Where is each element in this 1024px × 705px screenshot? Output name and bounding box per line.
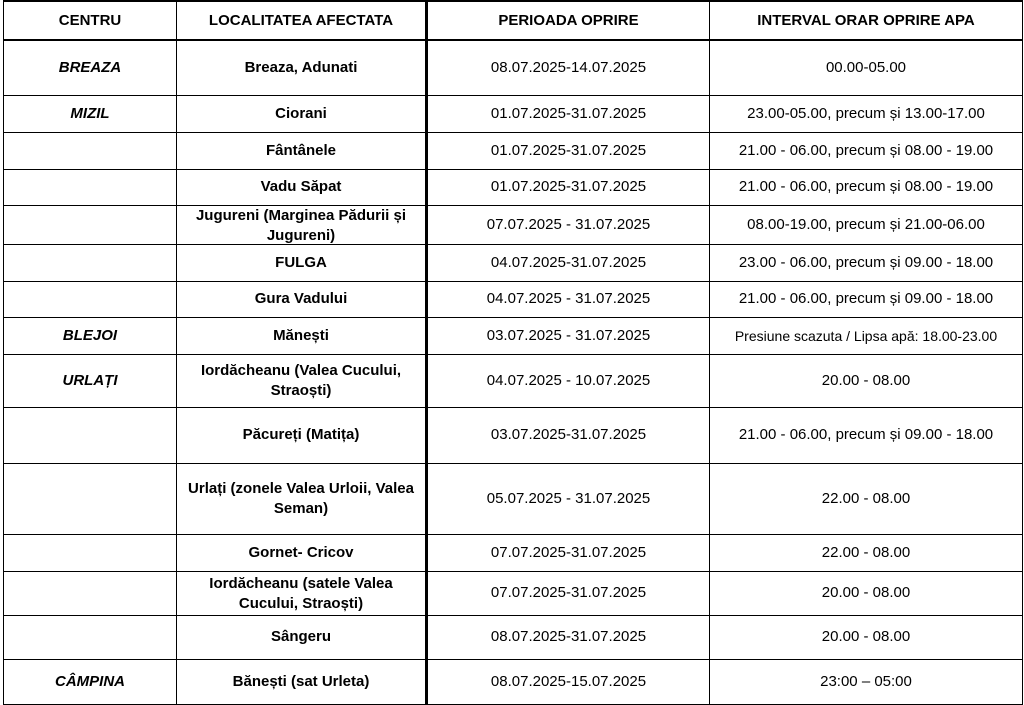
perioada-cell: 08.07.2025-14.07.2025 (427, 40, 710, 95)
perioada-cell: 05.07.2025 - 31.07.2025 (427, 463, 710, 534)
interval-cell: 22.00 - 08.00 (710, 534, 1023, 571)
centru-cell: MIZIL (4, 95, 177, 132)
table-row (4, 40, 1023, 95)
centru-cell (4, 205, 177, 244)
perioada-cell: 04.07.2025 - 31.07.2025 (427, 281, 710, 317)
centru-cell (4, 615, 177, 659)
centru-cell: URLAȚI (4, 354, 177, 407)
centru-cell (4, 534, 177, 571)
header-interval: INTERVAL ORAR OPRIRE APA (710, 1, 1023, 40)
header-row (4, 1, 1023, 40)
localitate-cell (177, 205, 427, 244)
header-centru: CENTRU (4, 1, 177, 40)
interval-cell: 23.00-05.00, precum și 13.00-17.00 (710, 95, 1023, 132)
interval-cell: 21.00 - 06.00, precum și 08.00 - 19.00 (710, 132, 1023, 169)
centru-cell (4, 132, 177, 169)
table-row (4, 244, 1023, 281)
interval-cell: 21.00 - 06.00, precum și 09.00 - 18.00 (710, 407, 1023, 463)
localitate-cell: Ciorani (177, 95, 427, 132)
localitate-cell: Păcureți (Matița) (177, 407, 427, 463)
table-row (4, 317, 1023, 354)
centru-cell (4, 169, 177, 205)
perioada-cell: 08.07.2025-15.07.2025 (427, 659, 710, 704)
interval-cell: Presiune scazuta / Lipsa apă: 18.00-23.00 (710, 317, 1023, 354)
water-outage-table (3, 0, 1023, 705)
table-row (4, 534, 1023, 571)
perioada-cell: 03.07.2025 - 31.07.2025 (427, 317, 710, 354)
localitate-cell: Breaza, Adunati (177, 40, 427, 95)
table-row (4, 354, 1023, 407)
localitate-cell: Mănești (177, 317, 427, 354)
localitate-cell: Bănești (sat Urleta) (177, 659, 427, 704)
centru-cell (4, 244, 177, 281)
centru-cell: BREAZA (4, 40, 177, 95)
interval-cell: 20.00 - 08.00 (710, 615, 1023, 659)
localitate-cell: Fântânele (177, 132, 427, 169)
perioada-cell: 07.07.2025-31.07.2025 (427, 534, 710, 571)
interval-cell: 00.00-05.00 (710, 40, 1023, 95)
perioada-cell: 08.07.2025-31.07.2025 (427, 615, 710, 659)
perioada-cell: 01.07.2025-31.07.2025 (427, 132, 710, 169)
localitate-cell: Vadu Săpat (177, 169, 427, 205)
interval-cell: 21.00 - 06.00, precum și 09.00 - 18.00 (710, 281, 1023, 317)
localitate-text: Iordăcheanu (satele Valea Cucului, Straoști) (209, 575, 393, 612)
interval-cell: 20.00 - 08.00 (710, 354, 1023, 407)
localitate-cell: Sângeru (177, 615, 427, 659)
table-row (4, 95, 1023, 132)
perioada-cell: 07.07.2025-31.07.2025 (427, 571, 710, 615)
table-row (4, 571, 1023, 615)
perioada-cell: 01.07.2025-31.07.2025 (427, 169, 710, 205)
localitate-cell: Gornet- Cricov (177, 534, 427, 571)
localitate-cell: FULGA (177, 244, 427, 281)
header-localitate: LOCALITATEA AFECTATA (177, 1, 427, 40)
table-row (4, 463, 1023, 534)
interval-cell: 08.00-19.00, precum și 21.00-06.00 (710, 205, 1023, 244)
centru-cell: CÂMPINA (4, 659, 177, 704)
table-row (4, 615, 1023, 659)
table-row (4, 169, 1023, 205)
localitate-cell: Urlați (zonele Valea Urloii, Valea Seman) (177, 463, 427, 534)
centru-cell (4, 281, 177, 317)
perioada-cell: 03.07.2025-31.07.2025 (427, 407, 710, 463)
interval-cell: 23:00 – 05:00 (710, 659, 1023, 704)
localitate-cell (177, 571, 427, 615)
perioada-cell: 04.07.2025 - 10.07.2025 (427, 354, 710, 407)
localitate-cell: Iordăcheanu (Valea Cucului, Straoști) (177, 354, 427, 407)
centru-cell (4, 571, 177, 615)
interval-cell: 22.00 - 08.00 (710, 463, 1023, 534)
localitate-cell: Gura Vadului (177, 281, 427, 317)
table-row (4, 281, 1023, 317)
header-perioada: PERIOADA OPRIRE (427, 1, 710, 40)
interval-cell: 23.00 - 06.00, precum și 09.00 - 18.00 (710, 244, 1023, 281)
perioada-cell: 07.07.2025 - 31.07.2025 (427, 205, 710, 244)
centru-cell (4, 407, 177, 463)
localitate-text: Jugureni (Marginea Pădurii și Jugureni) (195, 206, 407, 244)
perioada-cell: 04.07.2025-31.07.2025 (427, 244, 710, 281)
interval-cell: 21.00 - 06.00, precum și 08.00 - 19.00 (710, 169, 1023, 205)
table-row (4, 407, 1023, 463)
centru-cell: BLEJOI (4, 317, 177, 354)
interval-cell: 20.00 - 08.00 (710, 571, 1023, 615)
perioada-cell: 01.07.2025-31.07.2025 (427, 95, 710, 132)
table-row (4, 659, 1023, 704)
table-row (4, 205, 1023, 244)
table-row (4, 132, 1023, 169)
centru-cell (4, 463, 177, 534)
